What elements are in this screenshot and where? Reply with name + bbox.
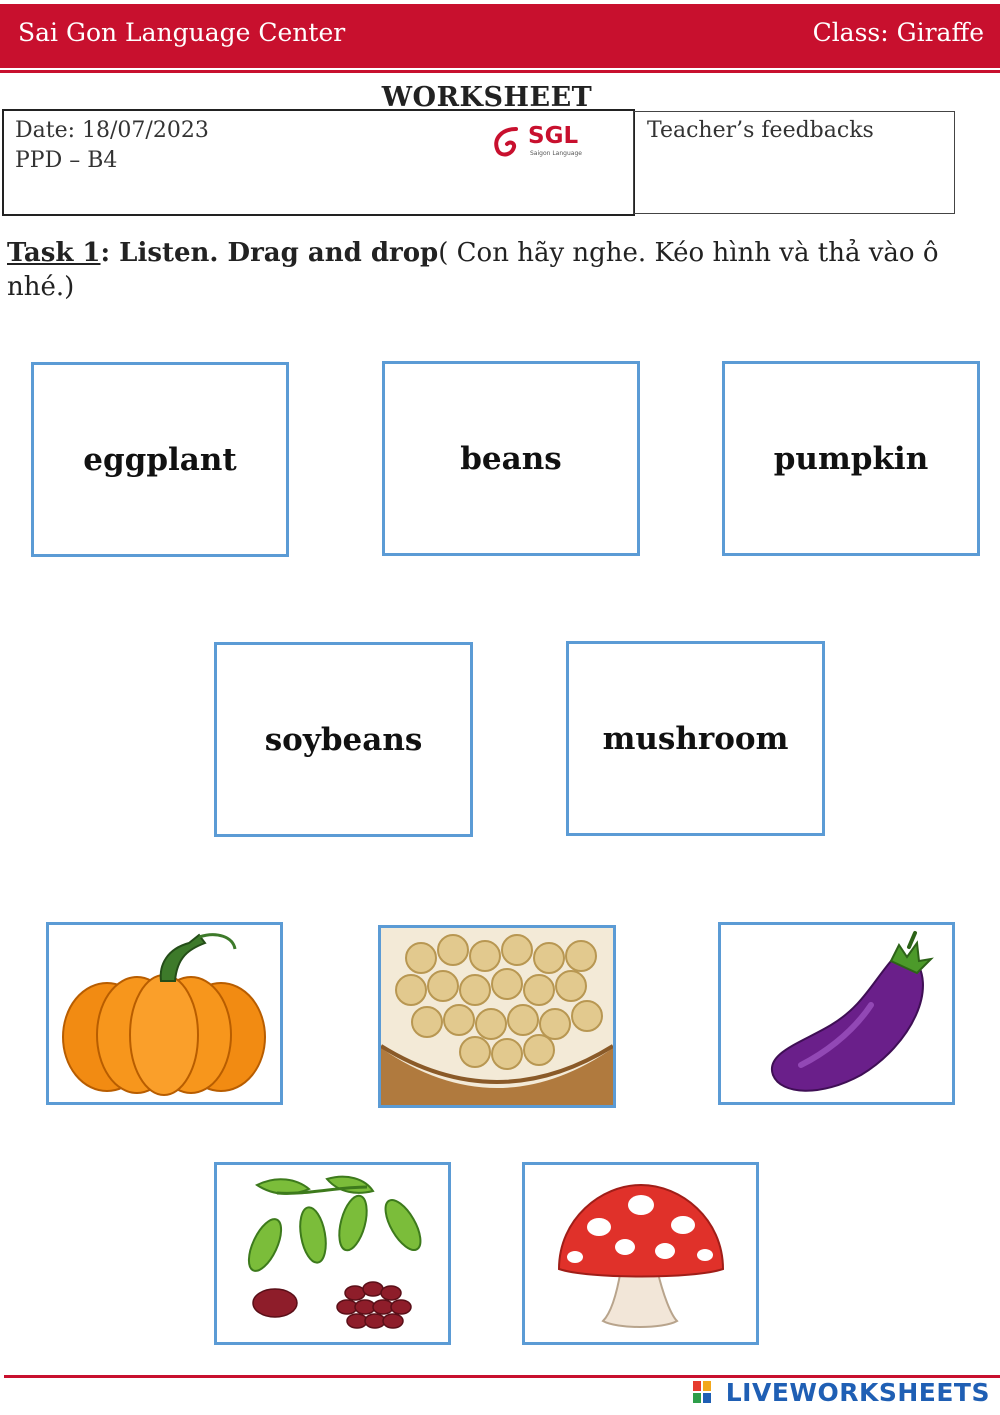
sgl-logo-text: SGL — [528, 123, 579, 149]
sgl-swirl-icon — [488, 123, 528, 163]
task-instruction-vi: ( Con hãy nghe. Kéo hình và thả vào ô nhé.) — [7, 238, 939, 302]
word-card-label: beans — [460, 440, 562, 477]
pumpkin-image — [49, 925, 280, 1102]
task-heading: : Listen. Drag and drop — [100, 238, 439, 268]
sgl-logo-subtext: Saigon Language — [530, 150, 582, 157]
picture-card-beans[interactable] — [214, 1162, 451, 1345]
header-rule — [0, 70, 1000, 73]
liveworksheets-brand[interactable]: LIVEWORKSHEETS — [725, 1378, 990, 1407]
word-card-label: pumpkin — [773, 440, 929, 477]
class-label: Class: Giraffe — [812, 18, 984, 47]
soybeans-image — [381, 928, 613, 1105]
lesson-code: PPD – B4 — [15, 148, 118, 173]
word-card-eggplant[interactable] — [31, 362, 289, 557]
eggplant-image — [721, 925, 952, 1102]
word-card-mushroom[interactable] — [566, 641, 825, 836]
word-card-soybeans[interactable] — [214, 642, 473, 837]
task-number: Task 1 — [7, 238, 101, 268]
worksheet-title: WORKSHEET — [381, 82, 593, 113]
picture-card-mushroom[interactable] — [522, 1162, 759, 1345]
task-instructions — [7, 236, 967, 304]
feedback-label: Teacher’s feedbacks — [647, 118, 874, 143]
mushroom-image — [525, 1165, 756, 1342]
word-card-label: eggplant — [83, 441, 237, 478]
picture-card-pumpkin[interactable] — [46, 922, 283, 1105]
word-card-label: soybeans — [264, 721, 423, 758]
liveworksheets-icon — [692, 1380, 712, 1404]
picture-card-eggplant[interactable] — [718, 922, 955, 1105]
beans-image — [217, 1165, 448, 1342]
word-card-beans[interactable] — [382, 361, 640, 556]
date-text: Date: 18/07/2023 — [15, 118, 209, 143]
word-card-pumpkin[interactable] — [722, 361, 980, 556]
picture-card-soybeans[interactable] — [378, 925, 616, 1108]
center-name: Sai Gon Language Center — [18, 18, 346, 47]
word-card-label: mushroom — [602, 720, 789, 757]
